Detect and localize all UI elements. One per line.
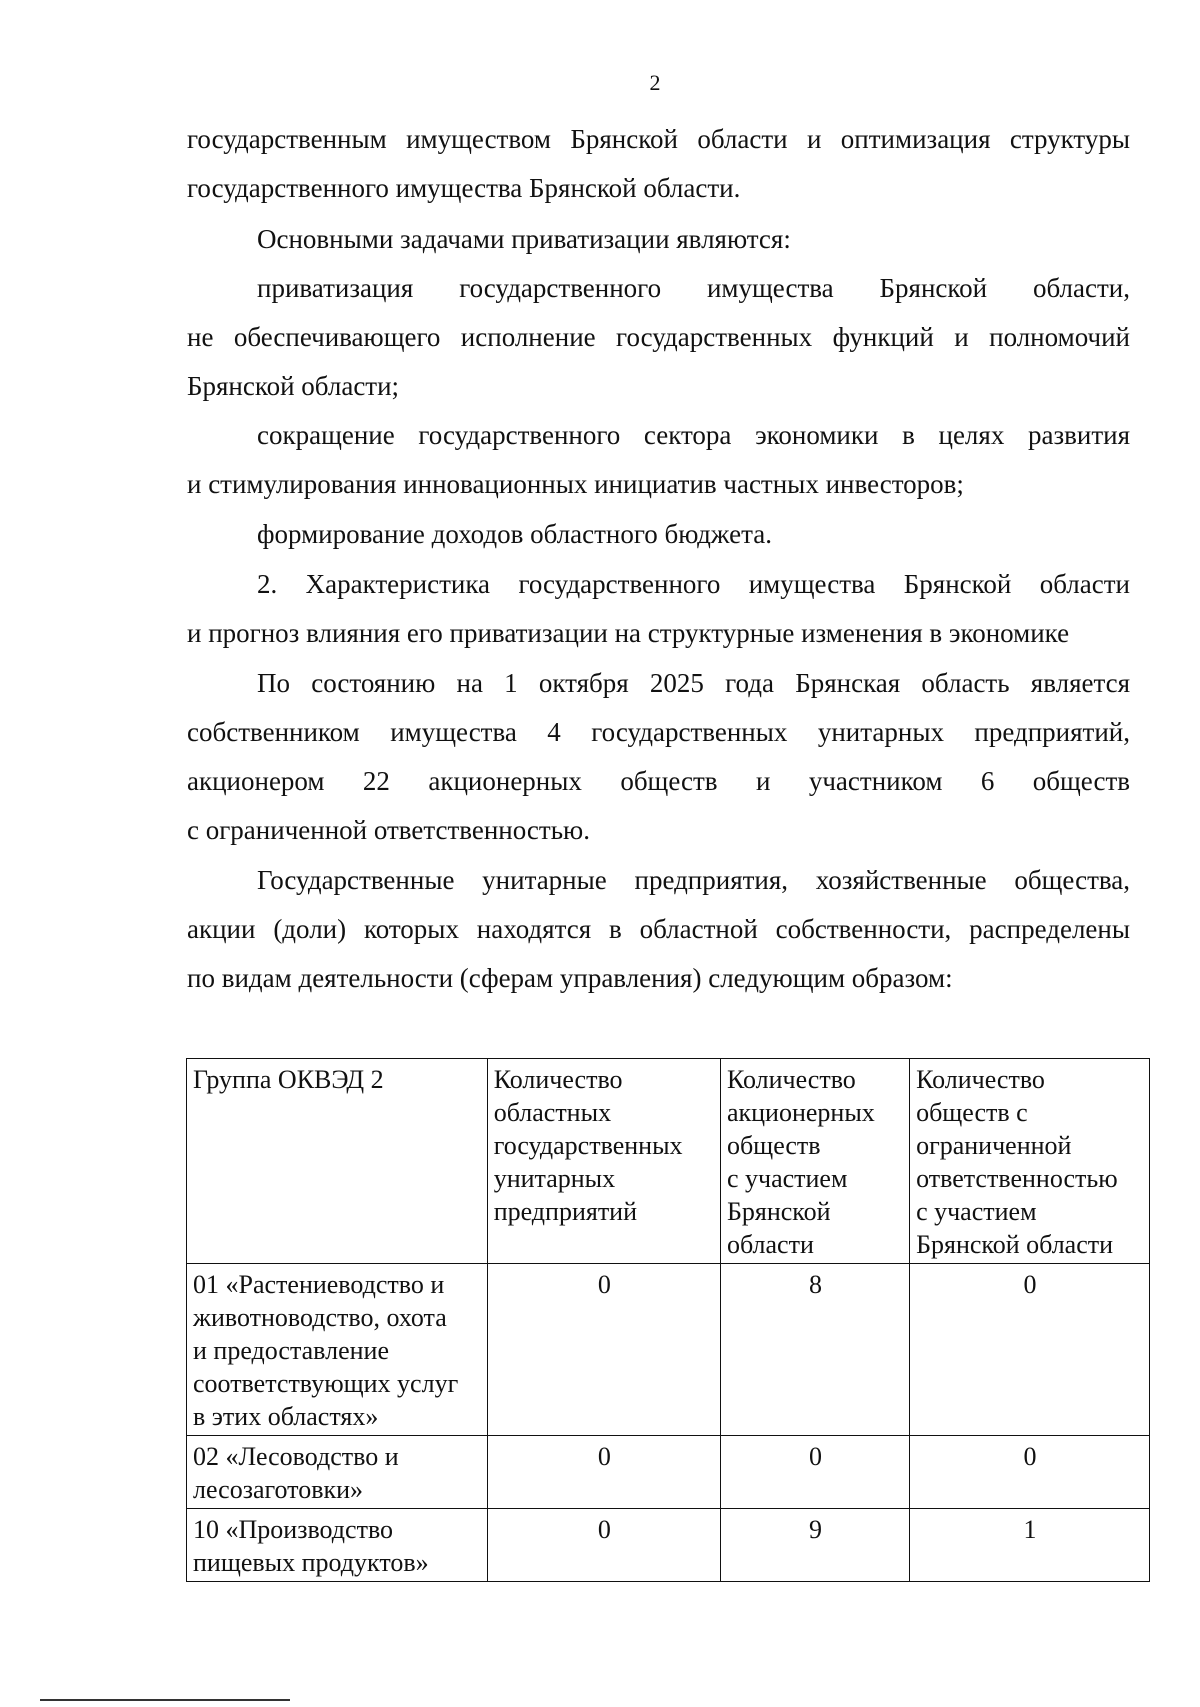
ooo-count-cell: 0 [910, 1264, 1150, 1436]
okved-group-cell [187, 1436, 488, 1509]
ao-count-cell: 0 [720, 1436, 909, 1509]
table-row [187, 1436, 1150, 1509]
text-line: государственным имуществом Брянской области и оптимизация структуры [187, 124, 1130, 154]
text-line: По состоянию на 1 октября 2025 года Брянская область является [257, 668, 1130, 698]
text-line: приватизация государственного имущества Брянской области, [257, 273, 1130, 303]
paragraph-task-reduction [187, 411, 1130, 509]
header-text: ответственностью [916, 1164, 1118, 1193]
header-text: Количество [726, 1065, 856, 1094]
header-text: Группа ОКВЭД 2 [193, 1065, 384, 1094]
ooo-count-cell: 0 [910, 1436, 1150, 1509]
header-text: Количество [493, 1065, 623, 1094]
table-header-row [187, 1059, 1150, 1264]
gup-count-cell: 0 [487, 1509, 720, 1582]
header-ooo-count [910, 1059, 1150, 1264]
header-text: предприятий [493, 1197, 638, 1226]
paragraph-ownership-status [187, 659, 1130, 855]
cell-text: 01 «Растениеводство и [193, 1270, 445, 1299]
header-okved-group [187, 1059, 488, 1264]
header-text: обществ [726, 1131, 821, 1160]
ao-count-cell: 9 [720, 1509, 909, 1582]
header-text: акционерных [726, 1098, 875, 1127]
paragraph-tasks-heading [187, 215, 1130, 264]
okved-group-cell [187, 1509, 488, 1582]
table-row [187, 1264, 1150, 1436]
header-text: ограниченной [916, 1131, 1072, 1160]
okved-distribution-table [186, 1058, 1150, 1582]
header-text: Количество [916, 1065, 1045, 1094]
header-text: государственных [493, 1131, 683, 1160]
cell-text: пищевых продуктов» [193, 1548, 429, 1577]
text-line: сокращение государственного сектора экономики в целях развития [257, 420, 1130, 450]
paragraph-task-privatization [187, 264, 1130, 411]
paragraph-intro-continuation [187, 115, 1130, 213]
text-line: формирование доходов областного бюджета. [257, 519, 772, 549]
header-text: с участием [916, 1197, 1037, 1226]
header-text: унитарных [493, 1164, 616, 1193]
cell-text: 10 «Производство [193, 1515, 394, 1544]
text-line: собственником имущества 4 государственных унитарных предприятий, [187, 717, 1130, 747]
text-line: и прогноз влияния его приватизации на структурные изменения в экономике [187, 618, 1070, 648]
text-line: с ограниченной ответственностью. [187, 815, 590, 845]
gup-count-cell: 0 [487, 1264, 720, 1436]
text-line: Брянской области; [187, 371, 400, 401]
paragraph-task-revenue [187, 510, 1130, 559]
page-number: 2 [649, 70, 661, 95]
cell-text: лесозаготовки» [193, 1475, 364, 1504]
header-text: обществ с [916, 1098, 1028, 1127]
text-line: акции (доли) которых находятся в областной собственности, распределены [187, 914, 1130, 944]
paragraph-distribution [187, 856, 1130, 1003]
text-line: и стимулирования инновационных инициатив частных инвесторов; [187, 469, 964, 499]
text-line: государственного имущества Брянской области. [187, 173, 741, 203]
table-row [187, 1509, 1150, 1582]
cell-text: животноводство, охота [193, 1303, 447, 1332]
cell-text: соответствующих услуг [193, 1369, 459, 1398]
text-line: по видам деятельности (сферам управления) следующим образом: [187, 963, 953, 993]
cell-text: 02 «Лесоводство и [193, 1442, 399, 1471]
text-line: акционером 22 акционерных обществ и участником 6 обществ [187, 766, 1130, 796]
ao-count-cell: 8 [720, 1264, 909, 1436]
header-text: Брянской области [916, 1230, 1114, 1259]
text-line: 2. Характеристика государственного имущества Брянской области [257, 569, 1130, 599]
header-text: с участием [726, 1164, 848, 1193]
header-gup-count [487, 1059, 720, 1264]
header-text: Брянской [726, 1197, 831, 1226]
page-bottom-rule [40, 1699, 290, 1701]
cell-text: и предоставление [193, 1336, 389, 1365]
cell-text: в этих областях» [193, 1402, 379, 1431]
gup-count-cell: 0 [487, 1436, 720, 1509]
text-line: Государственные унитарные предприятия, хозяйственные общества, [257, 865, 1130, 895]
text-line: Основными задачами приватизации являются: [257, 224, 791, 254]
header-ao-count [720, 1059, 909, 1264]
header-text: области [726, 1230, 814, 1259]
section-heading [187, 560, 1130, 658]
ooo-count-cell: 1 [910, 1509, 1150, 1582]
header-text: областных [493, 1098, 612, 1127]
text-line: не обеспечивающего исполнение государственных функций и полномочий [187, 322, 1130, 352]
okved-group-cell [187, 1264, 488, 1436]
